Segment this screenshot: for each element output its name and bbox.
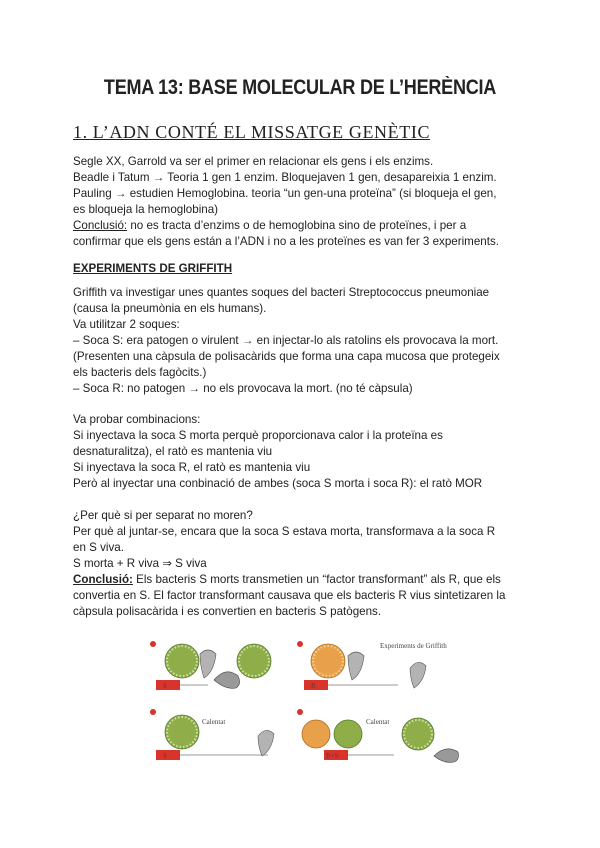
text-line: convertia en S. El factor transformant causava que els bacteris R vius sintetizaren la	[73, 589, 506, 602]
conclusion-label: Conclusió:	[73, 219, 128, 232]
mouse-icon	[200, 650, 216, 678]
text-line: càpsula polisacàrida i es convertien en bacteris S patògens.	[73, 605, 382, 618]
culture-dish	[311, 644, 345, 678]
page-title: TEMA 13: BASE MOLECULAR DE L’HERÈNCIA	[103, 76, 497, 99]
text-line: S morta + R viva ⇒ S viva	[73, 557, 207, 570]
conclusion-text: Els bacteris S morts transmetien un “factor transformant” als R, que els	[132, 573, 501, 586]
panel-marker	[297, 709, 303, 715]
text-line: (Presenten una càpsula de polisacàrids que forma una capa mucosa que protegeix	[73, 350, 500, 363]
conclusion-label: Conclusió:	[73, 573, 133, 586]
heated-label: Calentat	[366, 718, 390, 726]
griffith-figure	[148, 638, 464, 774]
text-line: Segle XX, Garrold va ser el primer en relacionar els gens i els enzims.	[73, 155, 434, 168]
text-line: – Soca S: era patogen o virulent → en injectar-lo als ratolins els provocava la mort.	[73, 334, 499, 347]
dead-mouse-icon	[214, 672, 240, 689]
culture-dish	[165, 715, 199, 749]
panel-marker	[150, 709, 156, 715]
text-line: desnaturalitza), el ratò es mantenia viu	[73, 445, 273, 458]
text-line: Beadle i Tatum → Teoria 1 gen 1 enzim. Bloquejaven 1 gen, desapareixia 1 enzim.	[73, 171, 497, 184]
dead-mouse-icon	[434, 749, 459, 763]
text-line: es bloqueja la hemoglobina)	[73, 203, 219, 216]
culture-dish	[165, 644, 199, 678]
text-line: els bacteris dels fagòcits.)	[73, 366, 207, 379]
panel-mix	[297, 709, 459, 762]
figure-caption: Experiments de Griffith	[380, 642, 447, 650]
strain-label: S	[163, 682, 167, 690]
syringe-icon	[156, 750, 180, 760]
text-line: Per què al juntar-se, encara que la soca S estava morta, transformava a la soca R	[73, 525, 496, 538]
section-heading: 1. L’ADN CONTÉ EL MISSATGE GENÈTIC	[73, 122, 431, 142]
text-line: Pauling → estudien Hemoglobina. teoria “un gen-una proteïna” (si bloqueja el gen,	[73, 187, 497, 200]
text-line: Va utilitzar 2 soques:	[73, 318, 180, 331]
syringe-icon	[156, 680, 180, 690]
heated-label: Calentat	[202, 718, 226, 726]
strain-label: R	[311, 682, 316, 690]
syringe-icon	[304, 680, 328, 690]
text-line: en S viva.	[73, 541, 124, 554]
griffith-para1	[73, 285, 533, 397]
griffith-para2	[73, 412, 533, 492]
conclusion-text: no es tracta d’enzims o de hemoglobina sino de proteïnes, i per a	[127, 219, 467, 232]
text-line: (causa la pneumònia en els humans).	[73, 302, 267, 315]
text-line: Va probar combinacions:	[73, 413, 201, 426]
conclusion-line	[73, 572, 533, 588]
strain-label: R+S	[326, 752, 339, 760]
griffith-para3	[73, 508, 533, 620]
culture-dish	[302, 720, 330, 748]
alive-mouse-icon	[258, 730, 274, 756]
panel-r-live	[297, 641, 447, 690]
text-line: Griffith va investigar unes quantes soques del bacteri Streptococcus pneumoniae	[73, 286, 490, 299]
mouse-icon	[348, 652, 364, 680]
panel-marker	[297, 641, 303, 647]
culture-dish	[402, 718, 434, 750]
griffith-heading: EXPERIMENTS DE GRIFFITH	[73, 262, 233, 275]
culture-dish	[334, 720, 362, 748]
panel-marker	[150, 641, 156, 647]
culture-dish	[237, 644, 271, 678]
strain-label: S	[163, 752, 167, 760]
alive-mouse-icon	[410, 662, 426, 688]
conclusion-line	[73, 218, 533, 234]
section1-text	[73, 154, 533, 250]
panel-s-live	[150, 641, 271, 690]
panel-s-heated	[150, 709, 274, 760]
text-line: ¿Per què si per separat no moren?	[73, 509, 253, 522]
text-line: Si inyectava la soca R, el ratò es mantenia viu	[73, 461, 311, 474]
text-line: Si inyectava la soca S morta perquè proporcionava calor i la proteïna es	[73, 429, 443, 442]
text-line: Però al inyectar una conbinació de ambes (soca S morta i soca R): el ratò MOR	[73, 477, 483, 490]
text-line: – Soca R: no patogen → no els provocava la mort. (no té càpsula)	[73, 382, 413, 395]
text-line: confirmar que els gens están a l’ADN i no a les proteïnes es van fer 3 experiments.	[73, 235, 499, 248]
